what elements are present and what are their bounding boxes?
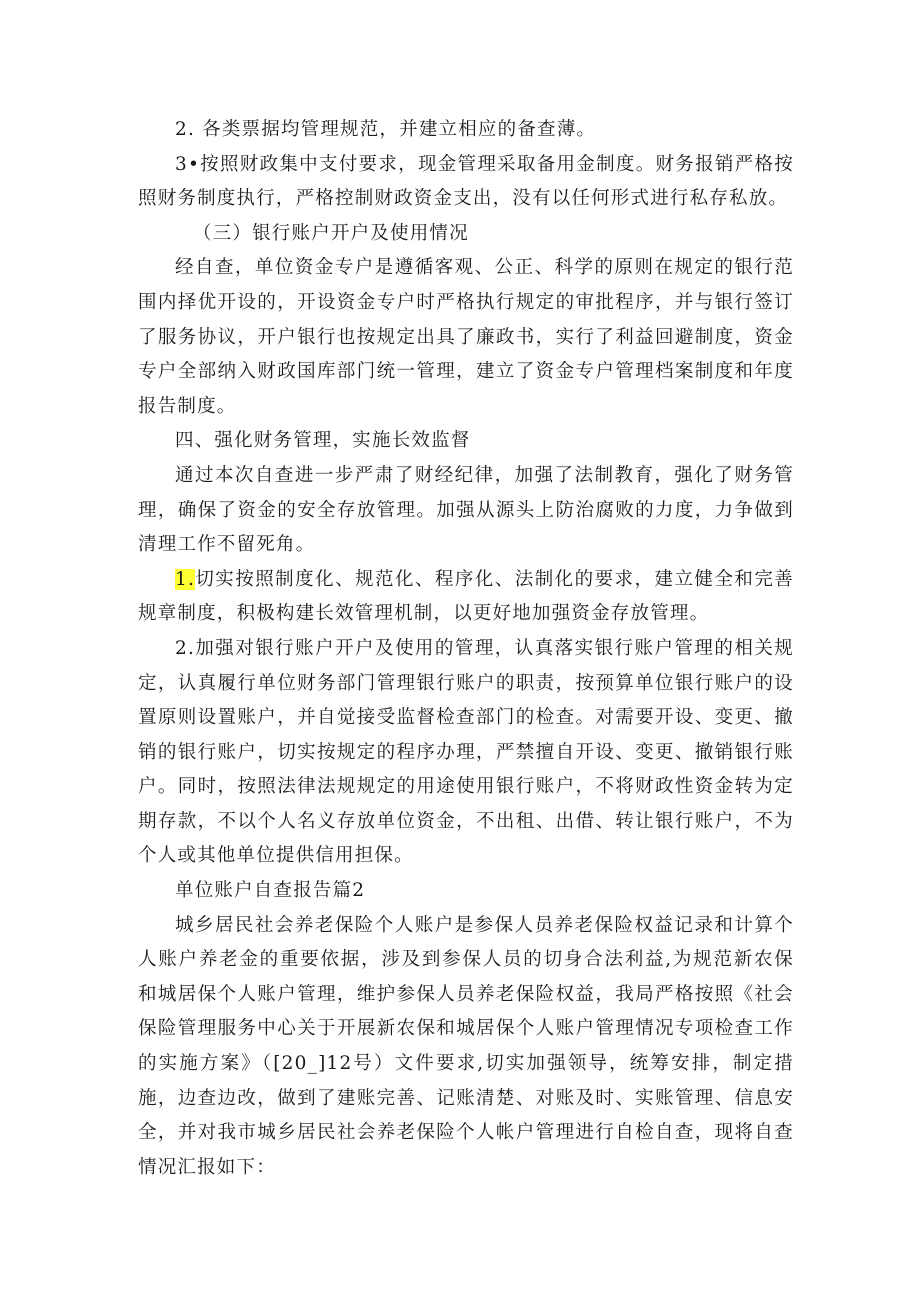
section-heading-strengthen-finance: 四、强化财务管理，实施长效监督 [175, 430, 471, 452]
section-heading-bank-accounts: （三）银行账户开户及使用情况 [193, 222, 469, 244]
document-page [138, 113, 794, 1185]
paragraph-10: 城乡居民社会养老保险个人账户是参保人员养老保险权益记录和计算个人账户养老金的重要依据，涉及到参保人员的切身合法利益,为规范新农保和城居保个人账户管理，维护参保人员养老保险权益，我局严格按照《社会保险管理服务中心关于开展新农保和城居保个人账户管理情况专项检查工作的实施方案》（[20_]12号）文件要求,切实加强领导，统筹安排，制定措施，边查边改，做到了建账完善、记账清楚、对账及时、实账管理、信息安全，并对我市城乡居民社会养老保险个人帐户管理进行自检自查，现将自查情况汇报如下： [138, 914, 794, 1178]
paragraph-1: 2. 各类票据均管理规范，并建立相应的备查薄。 [175, 119, 597, 140]
highlighted-number: 1. [175, 568, 196, 590]
report-title-part-2: 单位账户自查报告篇2 [175, 880, 366, 902]
paragraph-2: 3•按照财政集中支付要求，现金管理采取备用金制度。财务报销严格按照财务制度执行，严格控制财政资金支出，没有以任何形式进行私存私放。 [138, 153, 794, 210]
paragraph-4: 经自查，单位资金专户是遵循客观、公正、科学的原则在规定的银行范围内择优开设的，开设资金专户时严格执行规定的审批程序，并与银行签订了服务协议，开户银行也按规定出具了廉政书，实行了利益回避制度，资金专户全部纳入财政国库部门统一管理，建立了资金专户管理档案制度和年度报告制度。 [138, 257, 794, 417]
paragraph-7 [138, 563, 794, 632]
paragraph-6: 通过本次自查进一步严肃了财经纪律，加强了法制教育，强化了财务管理，确保了资金的安全存放管理。加强从源头上防治腐败的力度，力争做到清理工作不留死角。 [138, 464, 794, 556]
paragraph-8: 2.加强对银行账户开户及使用的管理，认真落实银行账户管理的相关规定，认真履行单位财务部门管理银行账户的职责，按预算单位银行账户的设置原则设置账户，并自觉接受监督检查部门的检查。对需要开设、变更、撤销的银行账户，切实按规定的程序办理，严禁擅自开设、变更、撤销银行账户。同时，按照法律法规规定的用途使用银行账户，不将财政性资金转为定期存款，不以个人名义存放单位资金，不出租、出借、转让银行账户，不为个人或其他单位提供信用担保。 [138, 637, 794, 867]
paragraph-7-text: 切实按照制度化、规范化、程序化、法制化的要求，建立健全和完善规章制度，积极构建长效管理机制，以更好地加强资金存放管理。 [138, 568, 794, 625]
